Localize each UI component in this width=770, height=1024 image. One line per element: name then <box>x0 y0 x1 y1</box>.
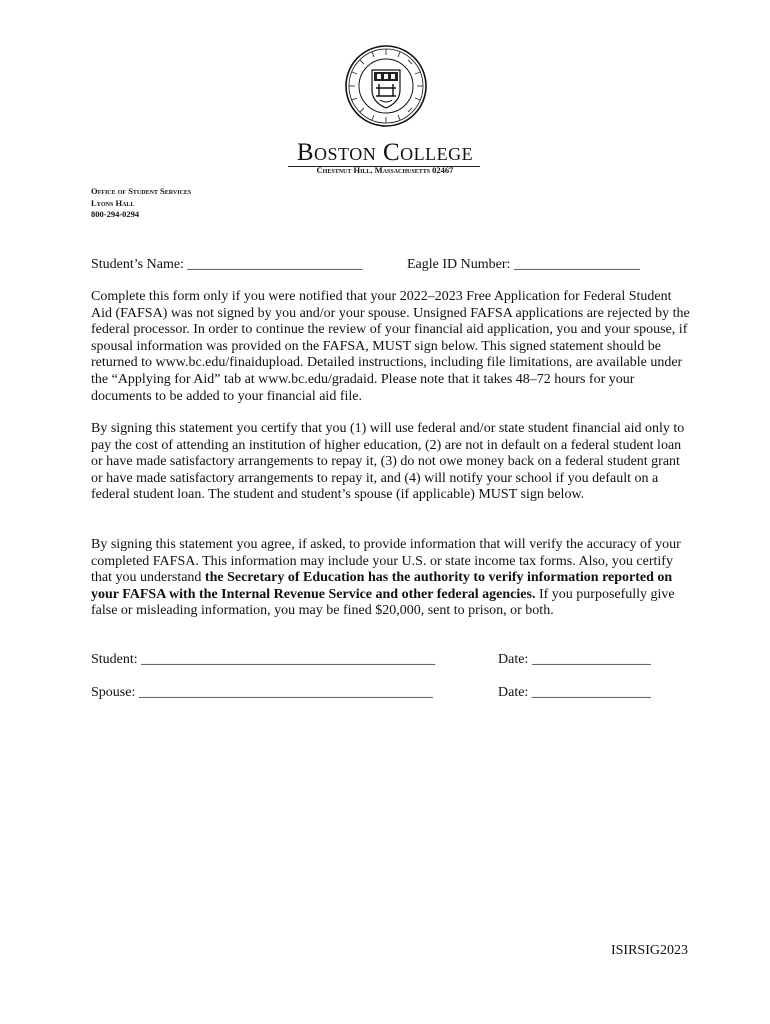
form-code: ISIRSIG2023 <box>610 943 688 958</box>
office-location: Lyons Hall <box>91 197 135 208</box>
college-address: Chestnut Hill, Massachusetts 02467 <box>316 165 454 175</box>
student-name-field[interactable]: Student’s Name: _________________________ <box>91 257 363 272</box>
office-name: Office of Student Services <box>91 186 192 196</box>
verification-text-start: By signing this statement you agree, if asked, to provide information that will verify the accuracy of your completed FAFSA. This information may include your U.S. or state income tax forms. Also, you certify that you understand <box>91 537 681 586</box>
instructions-paragraph: Complete this form only if you were notified that your 2022–2023 Free Application for Federal Student Aid (FAFSA) was not signed by you and/or your spouse. Unsigned FAFSA applications are rejected by the federal processor. In order to continue the review of your financial aid application, you and your spouse, if spousal information was provided on the FAFSA, MUST sign below. This signed statement should be returned to www.bc.edu/finaidupload. Detailed instructions, including file limitations, are available under the “Applying for Aid” tab at www.bc.edu/gradaid. Please note that it takes 48–72 hours for your documents to be added to your financial aid file. <box>91 289 690 404</box>
student-signature-field[interactable]: Student: __________________________________________ <box>91 652 436 667</box>
boston-college-seal-icon <box>344 44 428 128</box>
verification-paragraph <box>91 537 691 620</box>
spouse-signature-field[interactable]: Spouse: __________________________________________ <box>91 685 433 700</box>
eagle-id-field[interactable]: Eagle ID Number: __________________ <box>407 257 640 272</box>
college-name: Boston College <box>296 139 474 166</box>
verification-bold-text: the Secretary of Education has the authority to verify information reported on your FAFSA with the Internal Revenue Service and other federal agencies. <box>91 570 673 602</box>
verification-text-end: If you purposefully give false or misleading information, you may be fined $20,000, sent to prison, or both. <box>91 586 675 619</box>
office-block <box>91 186 191 221</box>
spouse-date-field[interactable]: Date: _________________ <box>498 685 651 700</box>
office-phone: 800-294-0294 <box>91 209 140 219</box>
certification-paragraph: By signing this statement you certify that you (1) will use federal and/or state student financial aid only to pay the cost of attending an institution of higher education, (2) are not in default on a federal student loan or have made satisfactory arrangements to repay it, (3) do not owe money back on a federal student grant or have made satisfactory arrangements to repay it, and (4) will notify your school if you default on a federal student loan. The student and student’s spouse (if applicable) MUST sign below. <box>91 421 685 503</box>
student-date-field[interactable]: Date: _________________ <box>498 652 651 667</box>
